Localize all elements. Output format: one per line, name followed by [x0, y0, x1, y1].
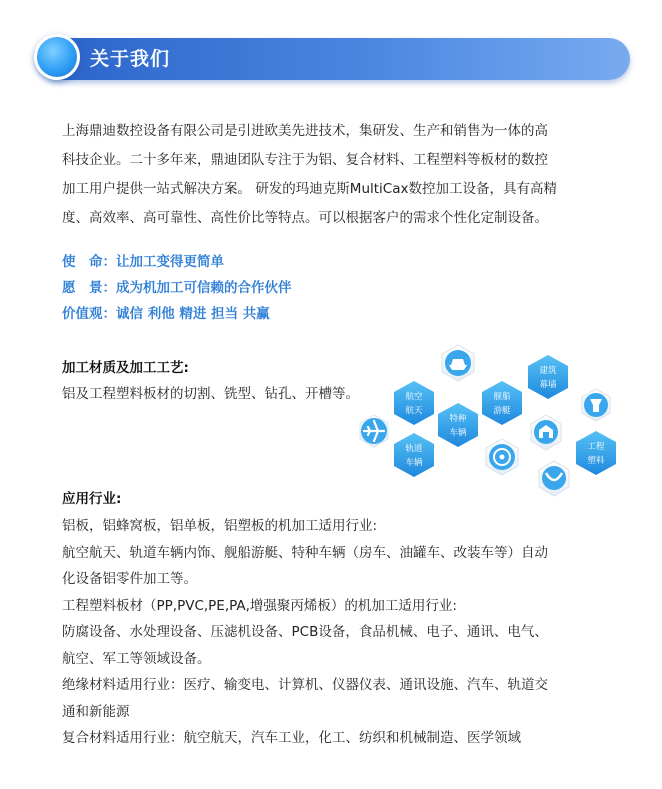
industries-title: 应用行业: — [62, 491, 122, 507]
hex-rail-line1: 轨道 — [405, 444, 423, 454]
industries-line: 航空、军工等领域设备。 — [62, 651, 211, 667]
industries-line: 通和新能源 — [62, 704, 130, 720]
hex-special-line1: 特种 — [449, 414, 467, 424]
intro-line: 科技企业。二十多年来，鼎迪团队专注于为铝、复合材料、工程塑料等板材的数控 — [62, 152, 548, 168]
intro-paragraph — [62, 117, 607, 233]
banner-circle-icon — [34, 34, 80, 80]
hex-rail — [394, 433, 434, 477]
steering-wheel-icon — [486, 439, 518, 475]
hex-special-line2: 车辆 — [449, 428, 467, 438]
hex-building-line1: 建筑 — [539, 366, 557, 376]
industries-line: 航空航天、轨道车辆内饰、舰船游艇、特种车辆（房车、油罐车、改装车等）自动 — [62, 545, 548, 561]
materials-text: 铝及工程塑料板材的切割、铣型、钻孔、开槽等。 — [62, 386, 359, 402]
industries-line: 防腐设备、水处理设备、压滤机设备、PCB设备，食品机械、电子、通讯、电气、 — [62, 624, 548, 640]
hex-plastic-line2: 塑料 — [587, 456, 605, 466]
intro-line: 上海鼎迪数控设备有限公司是引进欧美先进技术，集研发、生产和销售为一体的高 — [62, 123, 548, 139]
hex-plastic-line1: 工程 — [587, 442, 605, 452]
mission-statement: 使 命：让加工变得更简单 — [62, 254, 224, 270]
industries-line: 化设备铝零件加工等。 — [62, 571, 197, 587]
vision-statement: 愿 景：成为机加工可信赖的合作伙伴 — [62, 280, 292, 296]
industry-hexagon-graphic — [350, 335, 640, 510]
hex-rail-line2: 车辆 — [405, 458, 423, 468]
industries-line: 工程塑料板材（PP,PVC,PE,PA,增强聚丙烯板）的机加工适用行业: — [62, 598, 457, 614]
page-title: 关于我们 — [90, 48, 171, 70]
hex-ship-line1: 舰船 — [493, 392, 511, 402]
industries-line: 复合材料适用行业：航空航天，汽车工业，化工、纺织和机械制造、医学领域 — [62, 730, 521, 746]
materials-title: 加工材质及加工工艺: — [62, 360, 189, 376]
values-statement: 价值观：诚信 利他 精进 担当 共赢 — [62, 306, 270, 322]
hex-building-line2: 幕墙 — [539, 380, 557, 390]
ship-icon — [442, 345, 474, 381]
drill-icon — [582, 389, 610, 421]
hex-aerospace-line1: 航空 — [405, 392, 423, 402]
hex-plastic — [576, 431, 616, 475]
cup-icon — [539, 461, 569, 496]
hex-ship — [482, 381, 522, 425]
industries-line: 铝板，铝蜂窝板，铝单板，铝塑板的机加工适用行业: — [62, 518, 378, 534]
hex-aerospace-line2: 航天 — [405, 406, 423, 416]
intro-line: 加工用户提供一站式解决方案。 研发的玛迪克斯MultiCax数控加工设备，具有高精 — [62, 181, 557, 197]
building-icon — [531, 415, 561, 450]
hex-building — [528, 355, 568, 399]
hexagon-svg — [350, 335, 640, 510]
hex-ship-line2: 游艇 — [493, 406, 511, 416]
hex-special-vehicle — [438, 403, 478, 447]
industries-line: 绝缘材料适用行业：医疗、输变电、计算机、仪器仪表、通讯设施、汽车、轨道交 — [62, 677, 548, 693]
plane-icon — [360, 415, 388, 447]
intro-line: 度、高效率、高可靠性、高性价比等特点。可以根据客户的需求个性化定制设备。 — [62, 210, 548, 226]
hex-aerospace — [394, 381, 434, 425]
